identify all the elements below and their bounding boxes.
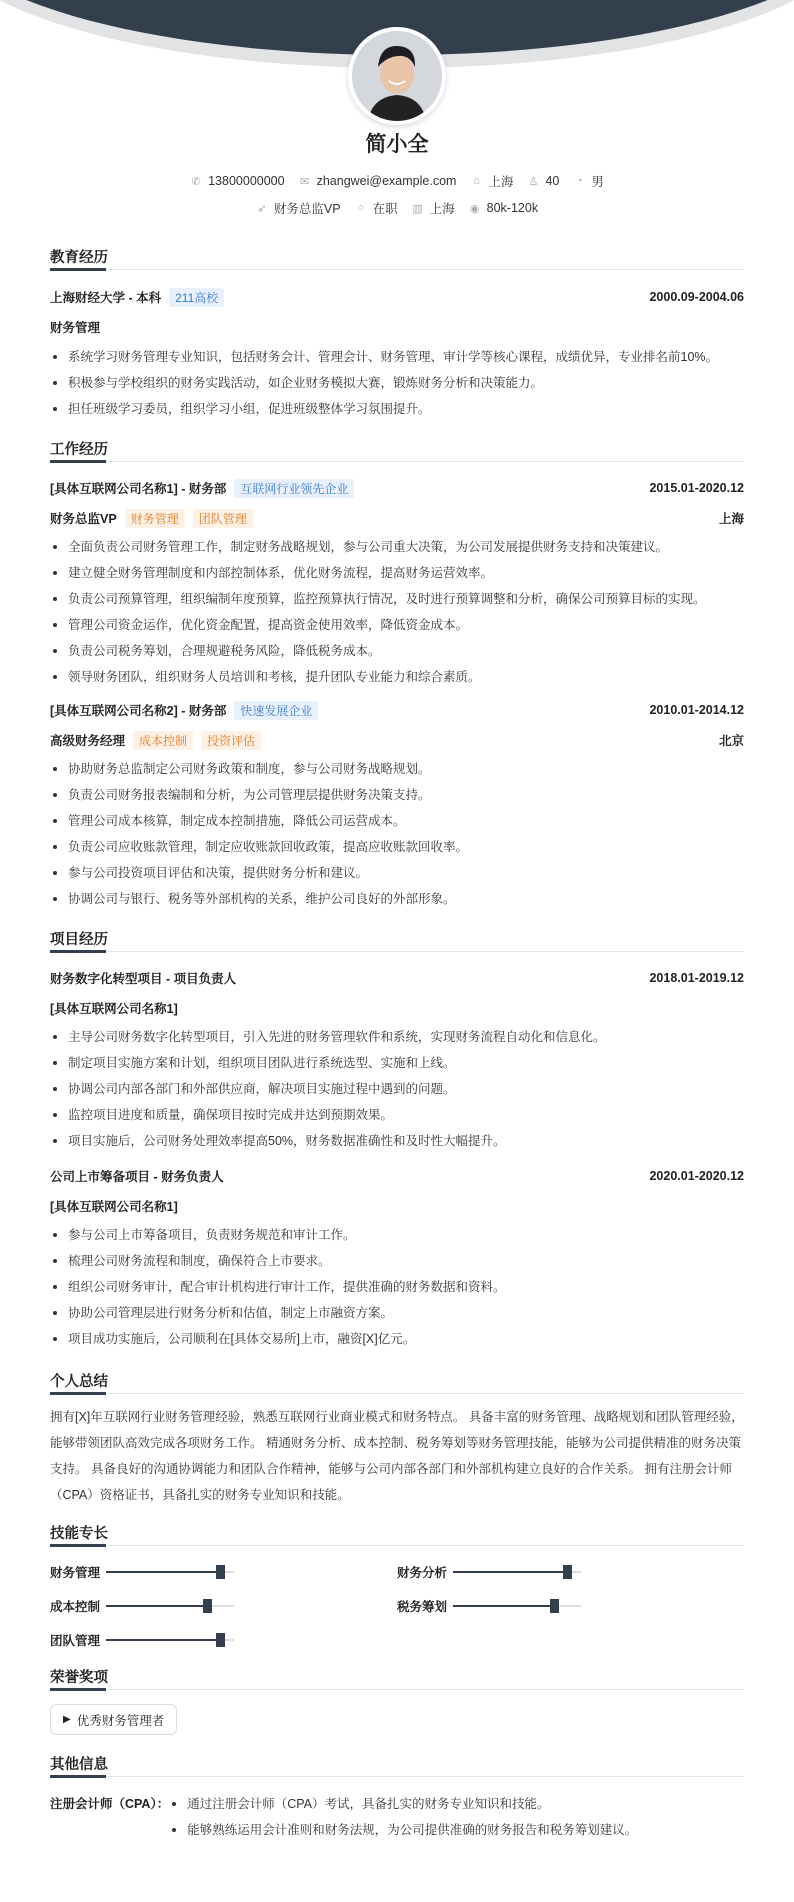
list-item: 负责公司财务报表编制和分析，为公司管理层提供财务决策支持。 [50, 782, 744, 808]
company-tag: 互联网行业领先企业 [234, 479, 354, 498]
list-item: 组织公司财务审计，配合审计机构进行审计工作，提供准确的财务数据和资料。 [50, 1274, 744, 1300]
role: 财务总监VP [50, 511, 117, 526]
list-item: 通过注册会计师（CPA）考试，具备扎实的财务专业知识和技能。 [169, 1791, 637, 1817]
salary: 80k-120k [486, 201, 539, 215]
skill-item [50, 1562, 397, 1582]
building-icon: ▥ [412, 202, 423, 215]
skill-name: 财务分析 [397, 1566, 448, 1580]
skill-item [50, 1596, 397, 1616]
list-item: 领导财务团队，组织财务人员培训和考核，提升团队专业能力和综合素质。 [50, 664, 744, 690]
contact-row-1 [0, 172, 794, 190]
gender: 男 [591, 175, 604, 189]
summary-text: 拥有[X]年互联网行业财务管理经验，熟悉互联网行业商业模式和财务特点。 具备丰富的财务管理、战略规划和团队管理经验，能够带领团队高效完成各项财务工作。 精通财务分析、成本控制、税务筹划等财务管理技能，能够为公司提供精准的财务决策支持。 具备良好的沟通协调能力和团队合作精神，能够与公司内部各部门和外部机构建立良好的合作关系。 拥有注册会计师（CPA）资格证书，具备扎实的财务专业知识和技能。 [50, 1410, 744, 1502]
skill-bar [106, 1605, 234, 1607]
contact-row-2 [0, 199, 794, 217]
projects-section [50, 928, 744, 1352]
send-icon: ➶ [257, 202, 267, 215]
list-item: 协助财务总监制定公司财务政策和制度，参与公司财务战略规划。 [50, 756, 744, 782]
work-section [50, 438, 744, 912]
avatar [348, 27, 446, 125]
skill-bar [106, 1639, 234, 1641]
list-item: 建立健全财务管理制度和内部控制体系，优化财务流程，提高财务运营效率。 [50, 560, 744, 586]
phone: 13800000000 [208, 174, 285, 188]
list-item: 负责公司税务筹划，合理规避税务风险，降低税务成本。 [50, 638, 744, 664]
project-date: 2018.01-2019.12 [649, 971, 744, 985]
award-item[interactable] [50, 1704, 177, 1735]
section-title: 个人总结 [50, 1370, 744, 1394]
skill-fill [106, 1571, 221, 1573]
location: 上海 [488, 175, 514, 189]
role: 高级财务经理 [50, 733, 126, 748]
edu-date: 2000.09-2004.06 [649, 290, 744, 304]
list-item: 负责公司应收账款管理，制定应收账款回收政策，提高应收账款回收率。 [50, 834, 744, 860]
company: [具体互联网公司名称1] - 财务部 [50, 481, 227, 496]
job-city: 上海 [718, 512, 744, 526]
project-name: 财务数字化转型项目 - 项目负责人 [50, 972, 237, 986]
skill-bar [106, 1571, 234, 1573]
skill-fill [106, 1605, 208, 1607]
age: 40 [545, 174, 560, 188]
role-tag: 成本控制 [133, 731, 193, 750]
mail-icon: ✉ [299, 175, 310, 188]
school: 上海财经大学 - 本科 [50, 290, 162, 305]
awards-section [50, 1666, 744, 1735]
list-item: 管理公司资金运作，优化资金配置，提高资金使用效率，降低资金成本。 [50, 612, 744, 638]
age-icon: ♙ [528, 175, 539, 188]
skill-bar [453, 1571, 581, 1573]
position: 财务总监VP [273, 202, 341, 216]
project-company: [具体互联网公司名称1] [50, 1200, 178, 1214]
other-label: 注册会计师（CPA）： [50, 1797, 170, 1811]
list-item: 全面负责公司财务管理工作，制定财务战略规划，参与公司重大决策，为公司发展提供财务支持和决策建议。 [50, 534, 744, 560]
list-item: 项目成功实施后，公司顺利在[具体交易所]上市，融资[X]亿元。 [50, 1326, 744, 1352]
skills-section [50, 1522, 744, 1650]
project-company: [具体互联网公司名称1] [50, 1002, 178, 1016]
list-item: 积极参与学校组织的财务实践活动，如企业财务模拟大赛，锻炼财务分析和决策能力。 [50, 370, 744, 396]
list-item: 监控项目进度和质量，确保项目按时完成并达到预期效果。 [50, 1102, 744, 1128]
gender-icon: ◔ [576, 175, 583, 187]
list-item: 管理公司成本核算，制定成本控制措施，降低公司运营成本。 [50, 808, 744, 834]
skill-fill [453, 1605, 555, 1607]
list-item: 协调公司内部各部门和外部供应商，解决项目实施过程中遇到的问题。 [50, 1076, 744, 1102]
job-city: 北京 [718, 734, 744, 748]
skill-knob [216, 1633, 225, 1647]
status: 在职 [372, 202, 398, 216]
skill-item [50, 1630, 397, 1650]
skill-item [397, 1596, 744, 1616]
skill-name: 税务筹划 [397, 1600, 448, 1614]
skill-name: 成本控制 [50, 1600, 101, 1614]
candidate-name: 简小全 [365, 133, 429, 156]
summary-section [50, 1370, 744, 1508]
skill-fill [106, 1639, 221, 1641]
skill-name: 财务管理 [50, 1566, 101, 1580]
company: [具体互联网公司名称2] - 财务部 [50, 703, 227, 718]
list-item: 主导公司财务数字化转型项目，引入先进的财务管理软件和系统，实现财务流程自动化和信息化。 [50, 1024, 744, 1050]
school-tag: 211高校 [169, 288, 224, 307]
job-date: 2015.01-2020.12 [649, 481, 744, 495]
skill-knob [216, 1565, 225, 1579]
triangle-right-icon: ▶ [63, 1714, 71, 1725]
section-title: 项目经历 [50, 928, 744, 952]
list-item: 制定项目实施方案和计划，组织项目团队进行系统选型、实施和上线。 [50, 1050, 744, 1076]
list-item: 系统学习财务管理专业知识，包括财务会计、管理会计、财务管理、审计学等核心课程，成绩优异，专业排名前10%。 [50, 344, 744, 370]
education-section [50, 246, 744, 422]
list-item: 协助公司管理层进行财务分析和估值，制定上市融资方案。 [50, 1300, 744, 1326]
project-name: 公司上市筹备项目 - 财务负责人 [50, 1170, 224, 1184]
section-title: 荣誉奖项 [50, 1666, 744, 1690]
other-section [50, 1753, 744, 1843]
skill-knob [550, 1599, 559, 1613]
money-icon: ◉ [469, 202, 480, 215]
list-item: 担任班级学习委员，组织学习小组，促进班级整体学习氛围提升。 [50, 396, 744, 422]
role-tag: 财务管理 [125, 509, 185, 528]
role-tag: 投资评估 [201, 731, 261, 750]
skill-name: 团队管理 [50, 1634, 101, 1648]
status-icon: ○ [357, 202, 364, 214]
skill-item [397, 1562, 744, 1582]
job-date: 2010.01-2014.12 [649, 703, 744, 717]
list-item: 项目实施后，公司财务处理效率提高50%，财务数据准确性和及时性大幅提升。 [50, 1128, 744, 1154]
section-title: 其他信息 [50, 1753, 744, 1777]
list-item: 协调公司与银行、税务等外部机构的关系，维护公司良好的外部形象。 [50, 886, 744, 912]
major: 财务管理 [50, 321, 101, 335]
award-label: 优秀财务管理者 [76, 1713, 165, 1728]
home-icon: ⌂ [473, 175, 480, 187]
project-date: 2020.01-2020.12 [649, 1169, 744, 1183]
section-title: 技能专长 [50, 1522, 744, 1546]
section-title: 教育经历 [50, 246, 744, 270]
list-item: 参与公司上市筹备项目，负责财务规范和审计工作。 [50, 1222, 744, 1248]
section-title: 工作经历 [50, 438, 744, 462]
role-tag: 团队管理 [193, 509, 253, 528]
skill-knob [563, 1565, 572, 1579]
email: zhangwei@example.com [316, 174, 457, 188]
list-item: 参与公司投资项目评估和决策，提供财务分析和建议。 [50, 860, 744, 886]
skill-fill [453, 1571, 568, 1573]
company-tag: 快速发展企业 [234, 701, 318, 720]
list-item: 能够熟练运用会计准则和财务法规，为公司提供准确的财务报告和税务筹划建议。 [169, 1817, 637, 1843]
skill-bar [453, 1605, 581, 1607]
list-item: 梳理公司财务流程和制度，确保符合上市要求。 [50, 1248, 744, 1274]
skill-knob [203, 1599, 212, 1613]
phone-icon: ✆ [191, 175, 201, 188]
list-item: 负责公司预算管理，组织编制年度预算，监控预算执行情况，及时进行预算调整和分析，确保公司预算目标的实现。 [50, 586, 744, 612]
city: 上海 [429, 202, 455, 216]
